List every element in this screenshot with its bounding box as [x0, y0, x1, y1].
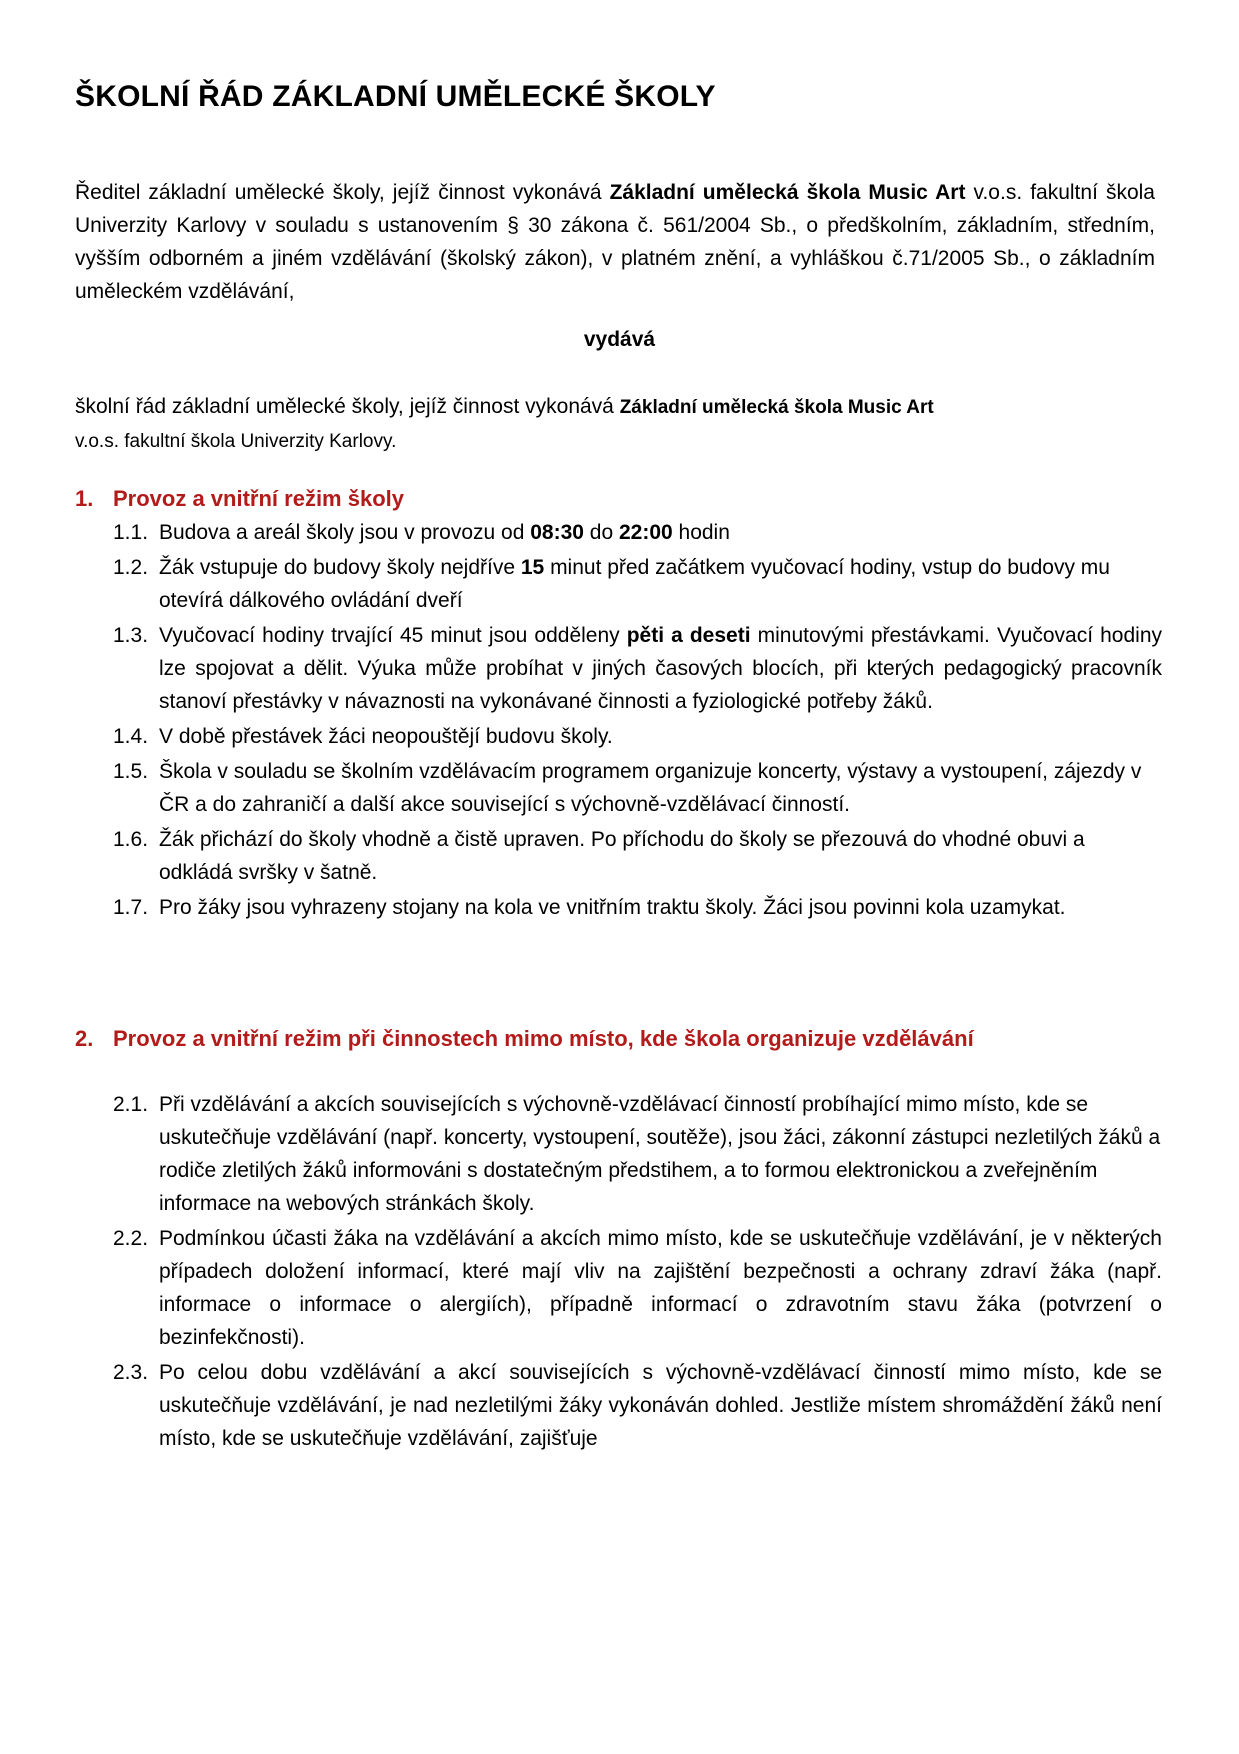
issued-paragraph: [75, 390, 1155, 458]
list-item-2-1: 2.1. Při vzdělávání a akcích souvisejících s výchovně-vzdělávací činností probíhající mimo místo, kde se uskutečňuje vzdělávání (např. koncerty, vystoupení, soutěže), jsou žáci, zákonní zástupci nezletilých žáků a rodiče zletilých žáků informováni s dostatečným předstihem, a to formou elektronickou a zveřejněním informace na webových stránkách školy.: [113, 1093, 1161, 1215]
list-item-1-4: 1.4. V době přestávek žáci neopouštějí budovu školy.: [113, 725, 613, 748]
section-1-title: Provoz a vnitřní režim školy: [113, 486, 404, 511]
list-item-1-7: 1.7. Pro žáky jsou vyhrazeny stojany na kola ve vnitřním traktu školy. Žáci jsou povinni kola uzamykat.: [113, 896, 1066, 919]
list-item-1-6: 1.6. Žák přichází do školy vhodně a čistě upraven. Po příchodu do školy se přezouvá do vhodné obuvi a odkládá svršky v šatně.: [113, 828, 1085, 884]
section-2-list: [113, 1088, 1162, 1457]
section-1-list: [113, 516, 1162, 926]
list-item-1-3: 1.3. Vyučovací hodiny trvající 45 minut jsou odděleny pěti a deseti minutovými přestávkami. Vyučovací hodiny lze spojovat a dělit. Výuka může probíhat v jiných časových blocích, při kterých pedagogický pracovník stanoví přestávky v návaznosti na vykonávané činnosti a fyziologické potřeby žáků.: [113, 624, 1162, 713]
issued-text-1: školní řád základní umělecké školy, jejíž činnost vykonává: [75, 395, 620, 418]
intro-paragraph: [75, 176, 1155, 308]
list-item-1-5: 1.5. Škola v souladu se školním vzdělávacím programem organizuje koncerty, výstavy a vystoupení, zájezdy v ČR a do zahraničí a další akce související s výchovně-vzdělávací činností.: [113, 760, 1142, 816]
issued-school-name: Základní umělecká škola Music Art: [619, 397, 934, 418]
list-item-1-1: 1.1. Budova a areál školy jsou v provozu od 08:30 do 22:00 hodin: [113, 521, 730, 544]
list-item-2-2: 2.2. Podmínkou účasti žáka na vzdělávání a akcích mimo místo, kde se uskutečňuje vzdělávání, je v některých případech doložení informací, které mají vliv na zajištění bezpečnosti a ochrany zdraví žáka (např. informace o informace o alergiích), případně informací o zdravotním stavu žáka (potvrzení o bezinfekčnosti).: [113, 1227, 1162, 1349]
issued-text-2: v.o.s. fakultní škola Univerzity Karlovy.: [75, 431, 397, 452]
intro-school-name: Základní umělecká škola Music Art: [609, 181, 966, 204]
section-2-title: Provoz a vnitřní režim při činnostech mimo místo, kde škola organizuje vzdělávání: [113, 1026, 974, 1051]
section-2-number: 2.: [75, 1026, 94, 1051]
section-1-heading: [75, 486, 1175, 512]
list-item-1-2: 1.2. Žák vstupuje do budovy školy nejdříve 15 minut před začátkem vyučovací hodiny, vstup do budovy mu otevírá dálkového ovládání dveří: [113, 556, 1110, 612]
intro-text-1: Ředitel základní umělecké školy, jejíž činnost vykonává: [75, 181, 610, 204]
section-1-number: 1.: [75, 486, 94, 511]
issues-word: vydává: [583, 328, 656, 351]
document-title: ŠKOLNÍ ŘÁD ZÁKLADNÍ UMĚLECKÉ ŠKOLY: [75, 80, 716, 113]
section-2-heading: [75, 1026, 1175, 1052]
intro-text-2: v.o.s. fakultní škola Univerzity Karlovy v souladu s ustanovením § 30 zákona č. 561/2004 Sb., o předškolním, základním, středním, vyšším odborném a jiném vzdělávání (školský zákon), v platném znění, a vyhláškou č.71/2005 Sb., o základním uměleckém vzdělávání,: [75, 181, 1155, 303]
list-item-2-3: 2.3. Po celou dobu vzdělávání a akcí souvisejících s výchovně-vzdělávací činností mimo místo, kde se uskutečňuje vzdělávání, je nad nezletilými žáky vykonáván dohled. Jestliže místem shromáždění žáků není místo, kde se uskutečňuje vzdělávání, zajišťuje: [113, 1361, 1162, 1450]
